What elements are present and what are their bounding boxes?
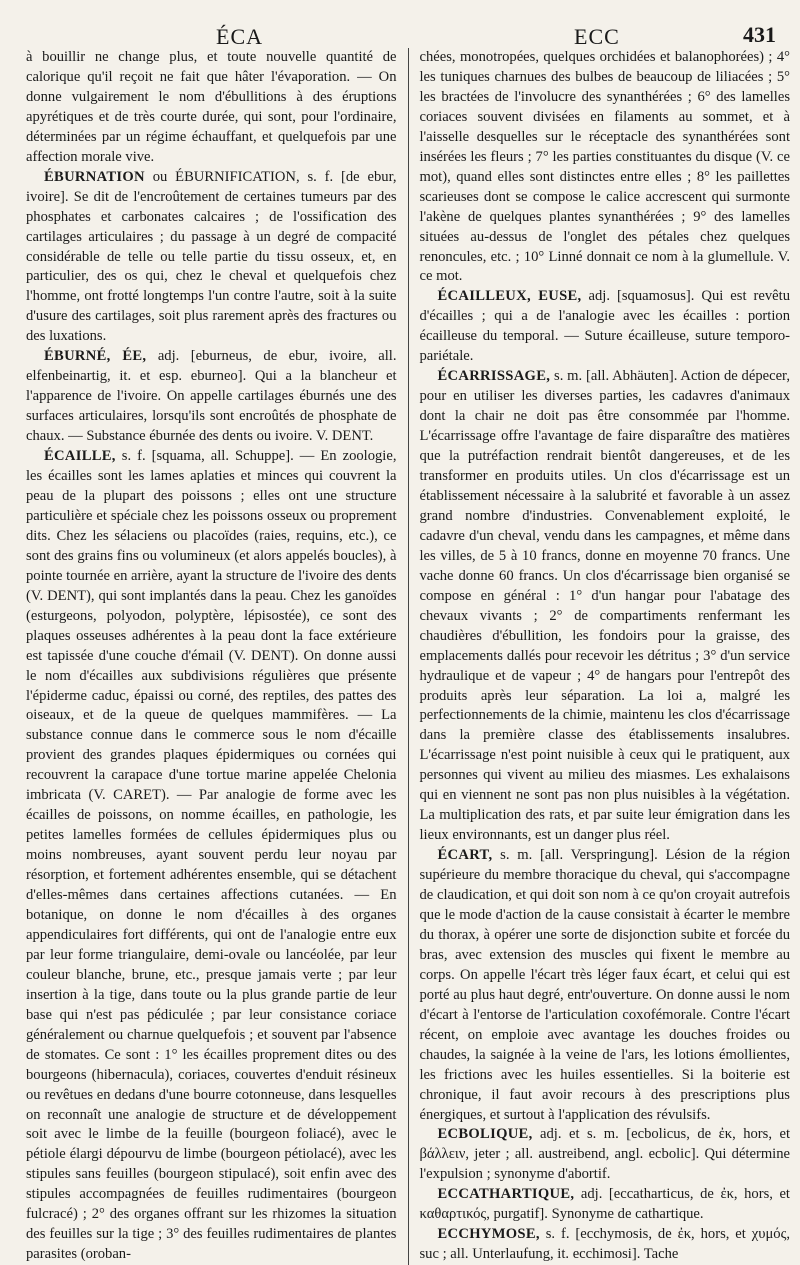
headword: ÉBURNATION <box>44 168 145 185</box>
entry-text: s. f. [ecchymosis, de ἐκ, hors, et χυμός, suc ; all. Unterlaufung, it. ecchimosi]. Tache <box>419 1226 790 1263</box>
entry-eccathartique <box>420 1185 791 1225</box>
entry-text: à bouillir ne change plus, et toute nouvelle quantité de calorique qu'il reçoit ne fait que hâter l'évaporation. — On donne vulgairement le nom d'ébullitions à des éruptions apyrétiques et de très courte durée, qui sont, pour l'ordinaire, déterminées par un régime échauffant, et quelquefois par une affection morale vive. <box>26 49 397 165</box>
entry-ecarrissage <box>420 367 791 846</box>
entry-eburne <box>26 347 397 447</box>
entry-ecailleux <box>420 287 791 367</box>
two-column-body <box>26 48 790 1265</box>
left-column <box>26 48 408 1265</box>
entry-text: s. m. [all. Verspringung]. Lésion de la région supérieure du membre thoracique du cheval, qui s'accompagne de claudication, et qui doit son nom à ce qu'on croyait autrefois que le mode d'action de la cause consistait à écarter le membre du thorax, à opérer une sorte de disjonction subite et forcée du bras, avec extension des muscles qui fixent le membre au corps. On appelle l'écart très léger faux écart, et celui qui est porté au plus haut degré, entr'ouverture. On donne aussi le nom d'écart à l'entorse de l'articulation coxofémorale. Contre l'écart récent, on emploie avec avantage les douches froides ou chaudes, la saignée à la veine de l'ars, les lotions émollientes, les frictions avec les huiles essentielles. Si la boiterie est chronique, il faut avoir recours à des prescriptions plus énergiques, et surtout à l'application des révulsifs. <box>419 847 790 1123</box>
entry-text: adj. [squamosus]. Qui est revêtu d'écailles ; qui a de l'analogie avec les écailles : portion écailleuse du temporal. — Suture écailleuse, suture temporo-pariétale. <box>419 288 790 365</box>
entry-text: adj. et s. m. [ecbolicus, de ἐκ, hors, et βάλλειν, jeter ; all. austreibend, angl. ecbolic]. Qui détermine l'expulsion ; synonyme d'abortif. <box>419 1126 790 1183</box>
entry-cont <box>26 48 397 168</box>
entry-eburnation <box>26 168 397 348</box>
page-number: 431 <box>743 22 776 47</box>
entry-text: adj. [eccatharticus, de ἐκ, hors, et καθαρτικός, purgatif]. Synonyme de cathartique. <box>419 1186 790 1223</box>
running-header <box>26 10 790 48</box>
entry-text: ou ÉBURNIFICATION, s. f. [de ebur, ivoire]. Se dit de l'encroûtement de certaines tumeurs par des phosphates et carbonates calcaires ; de l'ossification des cartilages articulaires ; du passage à un degré de compacité considérable de telle ou telle partie du tissu osseux, et, en particulier, des os qui, chez le cheval et quelquefois chez l'homme, ont frotté longtemps l'un contre l'autre, soit à la suite d'usure des cartilages, soit plus rarement après des fractures ou des luxations. <box>26 168 397 345</box>
headword: ÉCAILLEUX, EUSE, <box>437 288 582 305</box>
entry-cont2 <box>420 48 791 287</box>
headword: ECCHYMOSE, <box>437 1226 540 1243</box>
entry-ecchymose <box>420 1225 791 1265</box>
entry-ecbolique <box>420 1125 791 1185</box>
entry-text: adj. [eburneus, de ebur, ivoire, all. elfenbeinartig, it. et esp. eburneo]. Qui a la blancheur et l'apparence de l'ivoire. On appelle cartilages éburnés une des surfaces articulaires, lorsqu'ils sont encroûtés de phosphate de chaux. — Substance éburnée des dents ou ivoire. V. DENT. <box>26 348 397 445</box>
entry-text: s. f. [squama, all. Schuppe]. — En zoologie, les écailles sont les lames aplaties et minces qui couvrent la peau de la plupart des poissons ; elles ont une structure particulière et spéciale chez les poissons osseux ou proprement dits. Chez les sélaciens ou placoïdes (raies, requins, etc.), ce sont des grains fins ou volumineux (et alors appelés boucles), à pointe tournée en arrière, ayant la structure de l'ivoire des dents (V. DENT), qui sont implantés dans la peau. Chez les ganoïdes (esturgeons, polyodon, polyptère, lépisostée), ce sont des plaques osseuses adhérentes à la peau dont la face extérieure est tapissée d'une couche d'émail (V. DENT). On donne aussi le nom d'écailles aux subdivisions régulières que présente l'épiderme caduc, épaissi ou corné, des reptiles, des pattes des oiseaux, et de la queue de quelques mammifères. — La substance connue dans le commerce sous le nom d'écaille provient des grandes plaques épidermiques ou cornées qui recouvrent la carapace d'une tortue marine appelée Chelonia imbricata (V. CARET). — Par analogie de forme avec les écailles de poissons, on nomme écailles, en pathologie, les petites lamelles formées de cellules épidermiques plus ou moins nombreuses, ayant souvent perdu leur noyau par résorption, et fortement adhérentes ensemble, qui se détachent d'elles-mêmes dans certaines affections cutanées. — En botanique, on donne le nom d'écailles à des organes appendiculaires fort différents, qui ont de l'analogie entre eux par leur forme triangulaire, demi-ovale ou lancéolée, par leur couleur blanche, brune, etc., presque jamais verte ; par leur insertion à la tige, dans toute ou la plus grande partie de leur base qui n'est pas pédiculée ; par leur consistance coriace généralement ou charnue quelquefois ; et souvent par l'absence de stomates. Ce sont : 1° les écailles proprement dites ou des bourgeons (hibernacula), coriaces, couvertes d'enduit résineux ou revêtues en dedans d'une bourre cotonneuse, dans lesquelles on reconnaît une analogie de structure et de développement soit avec le limbe de la feuille (bourgeon foliacé), avec le pétiole élargi dépourvu de limbe (bourgeon pétiolacé), avec les stipules sans feuilles (bourgeon stipulacé), soit enfin avec des stipules accompagnées de feuilles rudimentaires (bourgeon fulcracé) ; 2° des organes offrant sur les rhizomes la situation des feuilles sur la tige ; 3° des feuilles rudimentaires de plantes parasites (oroban- <box>26 448 397 1263</box>
right-running-head: ECC <box>574 24 620 49</box>
headword: ECBOLIQUE, <box>437 1126 533 1143</box>
entry-ecart <box>420 846 791 1125</box>
headword: ÉCART, <box>437 847 493 864</box>
headword: ÉCARRISSAGE, <box>437 368 551 385</box>
headword: ÉBURNÉ, ÉE, <box>44 348 147 365</box>
headword: ÉCAILLE, <box>44 448 116 465</box>
left-running-head: ÉCA <box>216 24 263 49</box>
right-column <box>408 48 791 1265</box>
entry-text: chées, monotropées, quelques orchidées et balanophorées) ; 4° les tuniques charnues des bulbes de beaucoup de liliacées ; 5° les bractées de l'involucre des synanthérées ; 6° des lamelles coriaces souvent divisées en filaments au sommet, et à l'aisselle desquelles sur le réceptacle des synanthérées sont insérées les fleurs ; 7° les parties constituantes du disque (V. ce mot), quand elles sont distinctes entre elles ; 8° les paillettes scarieuses dont se compose le calice accrescent qui surmonte l'akène de quelques plantes synanthérées ; 9° des lamelles situées au-dessus de l'onglet des pétales chez quelques renoncules, etc. ; 10° Linné donnait ce nom à la glumellule. V. ce mot. <box>419 49 790 285</box>
entry-text: s. m. [all. Abhäuten]. Action de dépecer, pour en utiliser les diverses parties, les cadavres d'animaux dont la chair ne doit pas être consommée par l'homme. L'écarrissage offre l'avantage de faire disparaître des matières que la putréfaction rendrait bientôt dangereuses, et de les transformer en produits utiles. Un clos d'écarrissage est un établissement nécessaire à la salubrité et favorable à un assez grand nombre d'industries. Convenablement exploité, le cadavre d'un cheval, vendu dans les campagnes, et même dans les villes, de 5 à 10 francs, donne en moyenne 70 francs. Une vache donne 60 francs. Un clos d'écarrissage bien organisé se compose en général : 1° d'un hangar pour l'abatage des chevaux vivants ; 2° de compartiments renfermant les chaudières d'ébullition, les fondoirs pour la graisse, des emplacements dallés pour recevoir les détritus ; 3° d'un service hydraulique et de vapeur ; 4° de hangars pour l'entrepôt des produits après leur séparation. La loi a, malgré les perfectionnements de la chimie, maintenu les clos d'écarrissage dans la première classe des établissements insalubres. L'écarrissage n'est point nuisible à ceux qui le pratiquent, aux personnes qui vivent au milieu des miasmes. Les exhalaisons qui en viennent ne sont pas non plus nuisibles à la végétation. La multiplication des rats, et par suite leur émigration dans les lieux environnants, est un danger plus réel. <box>419 368 790 844</box>
headword: ECCATHARTIQUE, <box>437 1186 575 1203</box>
entry-ecaille <box>26 447 397 1265</box>
